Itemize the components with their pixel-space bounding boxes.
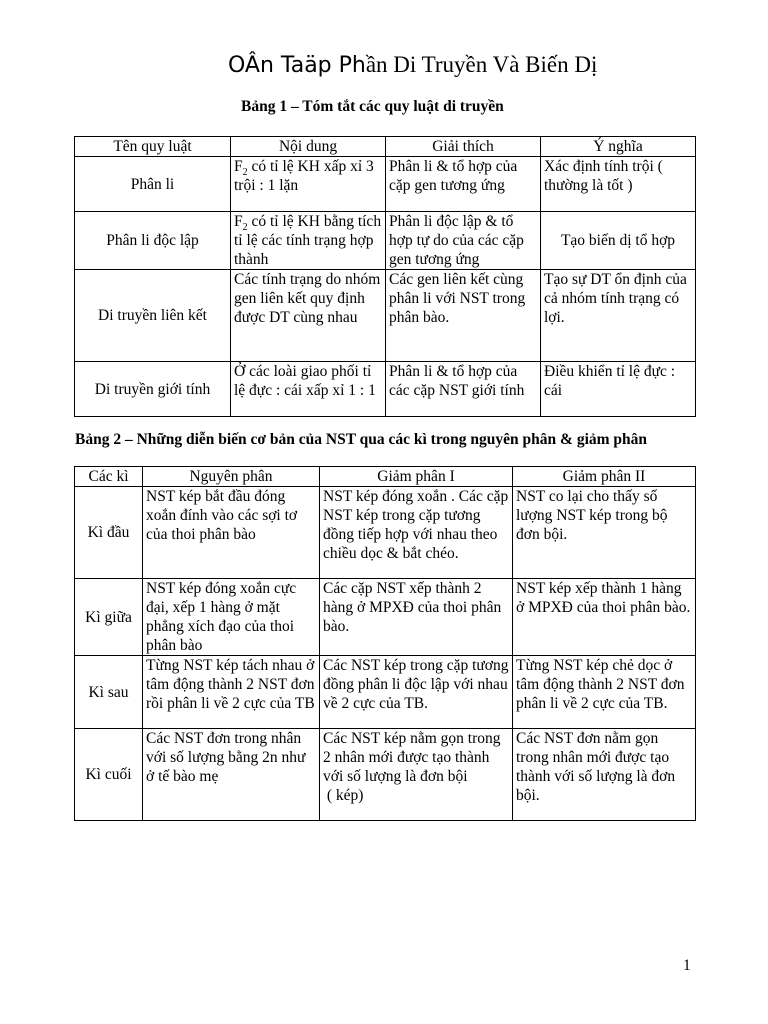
content-subscript: 2: [242, 222, 248, 234]
meiosis1-note: ( kép): [323, 787, 364, 804]
table1-row: [75, 212, 696, 270]
table-nst-phases: [74, 466, 696, 821]
mitosis-cell: NST kép đóng xoắn cực đại, xếp 1 hàng ở mặt phẳng xích đạo của thoi phân bào: [143, 579, 320, 656]
phase-name-cell: Kì sau: [75, 656, 143, 729]
table1-header-cell: Ý nghĩa: [541, 137, 696, 157]
table1-header-row: [75, 137, 696, 157]
title-part-2: ần Di Truyền Và Biến Dị: [365, 52, 598, 77]
law-content-cell: [231, 212, 386, 270]
phase-name-cell: Kì cuối: [75, 729, 143, 821]
meiosis1-text: Các NST kép nằm gọn trong 2 nhân mới được tạo thành với số lượng là đơn bội: [323, 730, 501, 785]
law-name-cell: Di truyền giới tính: [75, 362, 231, 417]
mitosis-cell: Từng NST kép tách nhau ở tâm động thành 2 NST đơn rồi phân li về 2 cực của TB: [143, 656, 320, 729]
table2-header-row: [75, 467, 696, 487]
meiosis2-cell: Các NST đơn nằm gọn trong nhân mới được tạo thành với số lượng là đơn bội.: [513, 729, 696, 821]
table2-header-cell: Giảm phân I: [320, 467, 513, 487]
table1-row: [75, 270, 696, 362]
table2-row: [75, 579, 696, 656]
table2-caption: Bảng 2 – Những diễn biến cơ bản của NST qua các kì trong nguyên phân & giảm phân: [75, 431, 648, 448]
law-explanation-cell: Phân li & tổ hợp của các cặp NST giới tính: [386, 362, 541, 417]
law-name-cell: Di truyền liên kết: [75, 270, 231, 362]
table1-header-cell: Tên quy luật: [75, 137, 231, 157]
law-name-cell: Phân li độc lập: [75, 212, 231, 270]
meiosis2-cell: NST kép xếp thành 1 hàng ở MPXĐ của thoi phân bào.: [513, 579, 696, 656]
law-meaning-cell: Xác định tính trội ( thường là tốt ): [541, 157, 696, 212]
law-meaning-cell: Tạo biến dị tổ hợp: [541, 212, 696, 270]
table-inheritance-laws: [74, 136, 696, 417]
law-content-cell: Các tính trạng do nhóm gen liên kết quy định được DT cùng nhau: [231, 270, 386, 362]
table2-header-cell: Nguyên phân: [143, 467, 320, 487]
meiosis2-cell: NST co lại cho thấy số lượng NST kép trong bộ đơn bội.: [513, 487, 696, 579]
mitosis-cell: NST kép bắt đầu đóng xoắn đính vào các sợi tơ của thoi phân bào: [143, 487, 320, 579]
meiosis2-cell: Từng NST kép chẻ dọc ở tâm động thành 2 NST đơn phân li về 2 cực của TB.: [513, 656, 696, 729]
law-explanation-cell: Các gen liên kết cùng phân li với NST trong phân bào.: [386, 270, 541, 362]
law-meaning-cell: Tạo sự DT ổn định của cả nhóm tính trạng có lợi.: [541, 270, 696, 362]
table2-header-cell: Giảm phân II: [513, 467, 696, 487]
content-subscript: 2: [242, 167, 248, 179]
table2-row: [75, 656, 696, 729]
meiosis1-cell: [320, 729, 513, 821]
meiosis1-cell: Các NST kép trong cặp tương đồng phân li độc lập với nhau về 2 cực của TB.: [320, 656, 513, 729]
law-explanation-cell: Phân li độc lập & tổ hợp tự do của các cặp gen tương ứng: [386, 212, 541, 270]
page-number: 1: [683, 957, 691, 974]
table2-row: [75, 729, 696, 821]
content-prefix: F: [234, 213, 243, 230]
mitosis-cell: Các NST đơn trong nhân với số lượng bằng 2n như ở tế bào mẹ: [143, 729, 320, 821]
law-content-cell: [231, 157, 386, 212]
law-meaning-cell: Điều khiển tỉ lệ đực : cái: [541, 362, 696, 417]
table1-header-cell: Giải thích: [386, 137, 541, 157]
page-title: [228, 49, 597, 82]
table1-row: [75, 362, 696, 417]
meiosis1-cell: NST kép đóng xoắn . Các cặp NST kép trong cặp tương đồng tiếp hợp với nhau theo chiều dọc & bắt chéo.: [320, 487, 513, 579]
content-text: có tỉ lệ KH xấp xỉ 3 trội : 1 lặn: [234, 158, 374, 194]
phase-name-cell: Kì đầu: [75, 487, 143, 579]
content-prefix: F: [234, 158, 243, 175]
table2-row: [75, 487, 696, 579]
law-explanation-cell: Phân li & tổ hợp của cặp gen tương ứng: [386, 157, 541, 212]
table1-caption: Bảng 1 – Tóm tắt các quy luật di truyền: [241, 98, 504, 115]
phase-name-cell: Kì giữa: [75, 579, 143, 656]
table1-row: [75, 157, 696, 212]
law-name-cell: Phân li: [75, 157, 231, 212]
meiosis1-cell: Các cặp NST xếp thành 2 hàng ở MPXĐ của thoi phân bào.: [320, 579, 513, 656]
law-content-cell: Ở các loài giao phối tỉ lệ đực : cái xấp xỉ 1 : 1: [231, 362, 386, 417]
title-part-1: OÂn Taäp Ph: [228, 53, 366, 78]
content-text: có tỉ lệ KH bằng tích tỉ lệ các tính trạng hợp thành: [234, 213, 382, 268]
table1-header-cell: Nội dung: [231, 137, 386, 157]
table2-header-cell: Các kì: [75, 467, 143, 487]
